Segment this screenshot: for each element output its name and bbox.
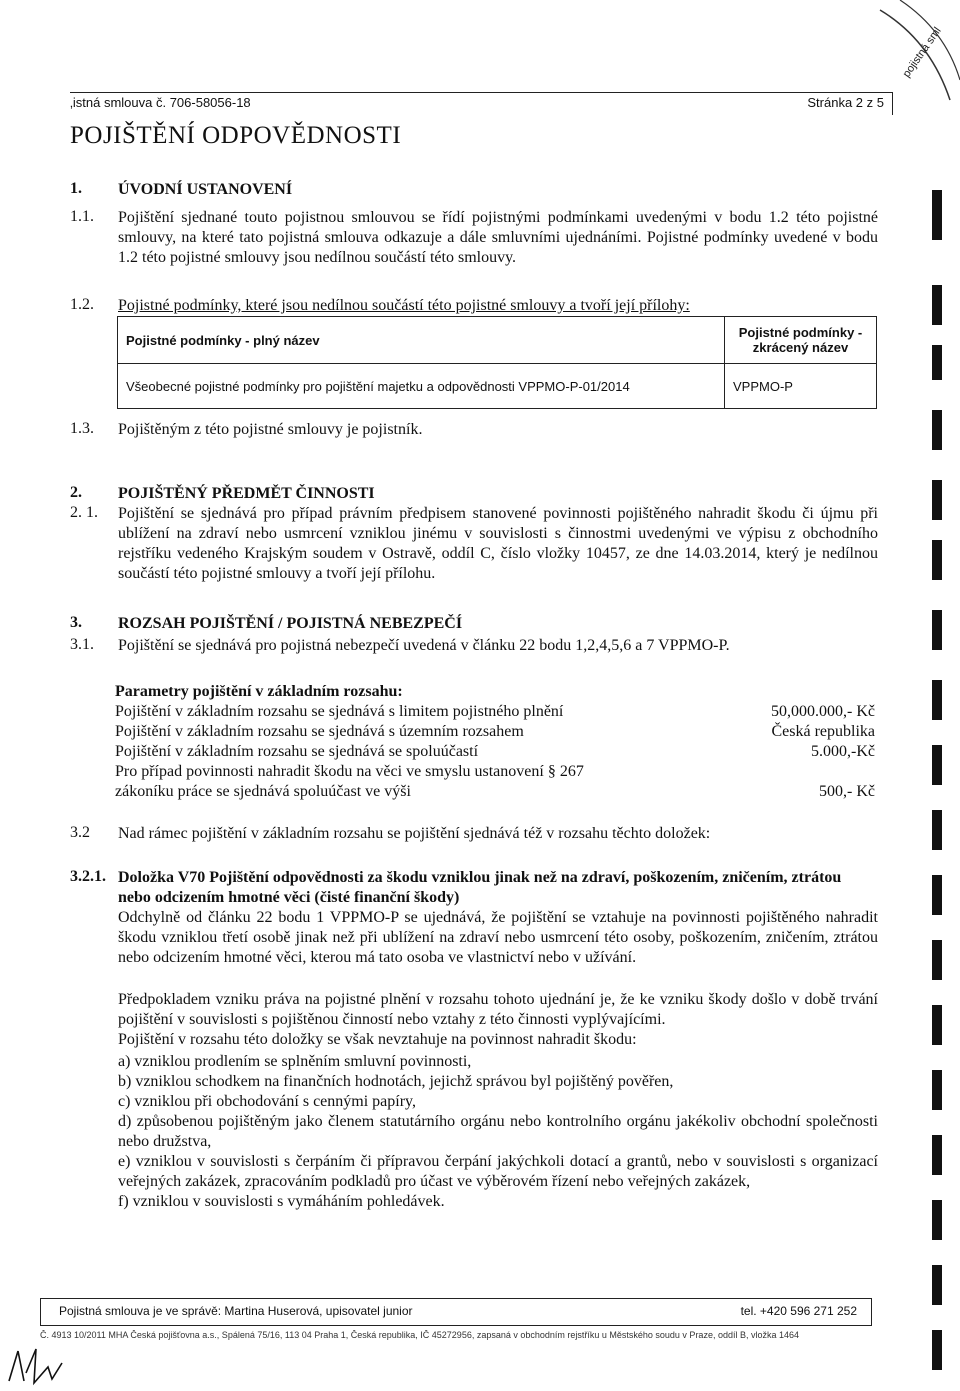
param-row-4 [115, 762, 875, 802]
list-item: f) vzniklou v souvislosti s vymáháním pohledávek. [118, 1193, 445, 1210]
table-row [118, 364, 877, 409]
contract-number: ‚istná smlouva č. 706-58056-18 [70, 95, 251, 110]
scan-edge-mark [932, 1265, 942, 1305]
scan-edge-mark [932, 285, 942, 325]
scan-edge-mark [932, 610, 942, 650]
scan-edge-mark [932, 810, 942, 850]
section-1-number: 1. [70, 180, 82, 197]
section-1-heading: ÚVODNÍ USTANOVENÍ [118, 181, 293, 198]
footer-admin: Pojistná smlouva je ve správě: Martina Huserová, upisovatel junior [59, 1304, 413, 1318]
stamp-fragment [870, 0, 960, 110]
scan-edge-mark [932, 940, 942, 980]
table-header-short: Pojistné podmínky - zkrácený název [725, 317, 877, 364]
para-1-1: Pojištění sjednané touto pojistnou smlouvou se řídí pojistnými podmínkami uvedenými v bodu 1.2 této pojistné smlouvy, na které tato pojistná smlouva odkazuje a dále smluvními ujednáními. Pojistné podmínky uvedené v bodu 1.2 této pojistné smlouvy jsou nedílnou součástí této smlouvy. [118, 209, 878, 266]
stamp-text: pojistná sml [900, 25, 944, 80]
list-item: d) způsobenou pojištěným jako členem statutárního orgánu nebo kontrolního orgánu jakékoliv obchodní společnosti nebo družstva, [118, 1113, 878, 1150]
scan-edge-mark [932, 540, 942, 580]
scan-edge-mark [932, 1200, 942, 1240]
clause-v70-text-3: Pojištění v rozsahu této doložky se však nevztahuje na povinnost nahradit škodu: [118, 1031, 637, 1048]
table-cell-short: VPPMO-P [725, 364, 877, 409]
conditions-table [117, 316, 877, 409]
list-item: e) vzniklou v souvislosti s čerpáním či přípravou čerpání jakýchkoli dotací a grantů, nebo v souvislosti s organizací veřejných zakázek, zpracováním podkladů pro účast ve výběrovém řízení nebo veřejných zakázek, [118, 1153, 878, 1190]
page-title: POJIŠTĚNÍ ODPOVĚDNOSTI [70, 122, 402, 149]
param-row [115, 742, 875, 762]
footer-phone: tel. +420 596 271 252 [740, 1304, 857, 1318]
page-header [70, 92, 893, 115]
para-3-2-number: 3.2 [70, 824, 90, 841]
para-1-2: Pojistné podmínky, které jsou nedílnou součástí této pojistné smlouvy a tvoří její přílohy: [118, 297, 690, 314]
param-value: 50,000.000,- Kč [771, 703, 875, 720]
section-3-heading: ROZSAH POJIŠTĚNÍ / POJISTNÁ NEBEZPEČÍ [118, 615, 463, 632]
scan-edge-mark [932, 1135, 942, 1175]
table-cell-full: Všeobecné pojistné podmínky pro pojištění majetku a odpovědnosti VPPMO-P-01/2014 [118, 364, 725, 409]
footer-legal: Č. 4913 10/2011 MHA Česká pojišťovna a.s., Spálená 75/16, 113 04 Praha 1, Česká republika, IČ 45272956, zapsaná v obchodním rejstříku u Městského soudu v Praze, oddíl B, vložka 1464 [40, 1330, 800, 1340]
param-row [115, 702, 875, 722]
para-2-1-number: 2. 1. [70, 504, 98, 521]
param-label-line2: zákoníku práce se sjednává spoluúčast ve výši [115, 783, 411, 800]
para-1-3-number: 1.3. [70, 420, 94, 437]
param-label-line1: Pro případ povinnosti nahradit škodu na věci ve smyslu ustanovení § 267 [115, 763, 584, 780]
section-2-heading: POJIŠTĚNÝ PŘEDMĚT ČINNOSTI [118, 485, 375, 502]
scan-edge-mark [932, 875, 942, 915]
para-3-2: Nad rámec pojištění v základním rozsahu se pojištění sjednává též v rozsahu těchto doložek: [118, 825, 711, 842]
para-1-1-number: 1.1. [70, 208, 94, 225]
para-2-1: Pojištění se sjednává pro případ právním předpisem stanovené povinnosti pojištěného nahradit škodu či újmu při ublížení na zdraví nebo usmrcení vzniklou jinému v souvislosti s činnostmi uvedenými ve výpisu z obchodního rejstříku vedeného Krajským soudem v Ostravě, oddíl C, číslo vložky 10457, ze dne 14.03.2014, který je nedílnou součástí této pojistné smlouvy a tvoří její přílohu. [118, 505, 878, 582]
section-2-number: 2. [70, 484, 82, 501]
page-number: Stránka 2 z 5 [807, 95, 884, 110]
clause-v70-text-1: Odchylně od článku 22 bodu 1 VPPMO-P se ujednává, že pojištění se vztahuje na povinnosti pojištěného nahradit škodu vzniklou třetí osobě jinak než při ublížení na zdraví nebo usmrcení této osoby, poškozením, zničením, ztrátou nebo odcizením hmotné věci, kterou má tato osoba ve vlastnictví nebo v užívání. [118, 909, 878, 966]
para-3-1-number: 3.1. [70, 636, 94, 653]
scan-edge-mark [932, 480, 942, 520]
scan-edge-mark [932, 345, 942, 380]
scan-edge-mark [932, 190, 942, 240]
param-row [115, 722, 875, 742]
para-1-3: Pojištěným z této pojistné smlouvy je pojistník. [118, 421, 423, 438]
para-1-2-number: 1.2. [70, 296, 94, 313]
params-title: Parametry pojištění v základním rozsahu: [115, 683, 403, 700]
param-value: Česká republika [771, 723, 875, 740]
scan-edge-mark [932, 410, 942, 450]
footer-box [40, 1298, 872, 1326]
section-3-number: 3. [70, 614, 82, 631]
signature-mark [4, 1343, 74, 1388]
para-3-2-1-number: 3.2.1. [70, 868, 106, 885]
clause-v70-title: Doložka V70 Pojištění odpovědnosti za škodu vzniklou jinak než na zdraví, poškozením, zničením, ztrátou nebo odcizením hmotné věci (čisté finanční škody) [118, 869, 842, 906]
para-3-1: Pojištění se sjednává pro pojistná nebezpečí uvedená v článku 22 bodu 1,2,4,5,6 a 7 VPPMO-P. [118, 637, 730, 654]
scan-edge-mark [932, 680, 942, 720]
table-header-row [118, 317, 877, 364]
list-item: c) vzniklou při obchodování s cennými papíry, [118, 1093, 416, 1110]
param-label: Pojištění v základním rozsahu se sjednává s územním rozsahem [115, 723, 524, 740]
list-item: b) vzniklou schodkem na finančních hodnotách, jejichž správou byl pojištěný pověřen, [118, 1073, 674, 1090]
table-header-full: Pojistné podmínky - plný název [118, 317, 725, 364]
scan-edge-mark [932, 1070, 942, 1110]
param-value: 500,- Kč [819, 783, 875, 800]
param-value: 5.000,-Kč [811, 743, 875, 760]
scan-edge-mark [932, 1330, 942, 1370]
scan-edge-mark [932, 745, 942, 785]
param-label: Pojištění v základním rozsahu se sjednává s limitem pojistného plnění [115, 703, 564, 720]
list-item: a) vzniklou prodlením se splněním smluvní povinnosti, [118, 1053, 472, 1070]
param-label: Pojištění v základním rozsahu se sjednává se spoluúčastí [115, 743, 479, 760]
clause-v70-text-2: Předpokladem vzniku práva na pojistné plnění v rozsahu tohoto ujednání je, že ke vzniku škody došlo v době trvání pojištění v souvislosti s pojištěnou činností nebo vztahy z této činnosti vyplývajícími. [118, 991, 878, 1028]
scan-edge-mark [932, 1005, 942, 1045]
exclusions-list [118, 1052, 878, 1212]
